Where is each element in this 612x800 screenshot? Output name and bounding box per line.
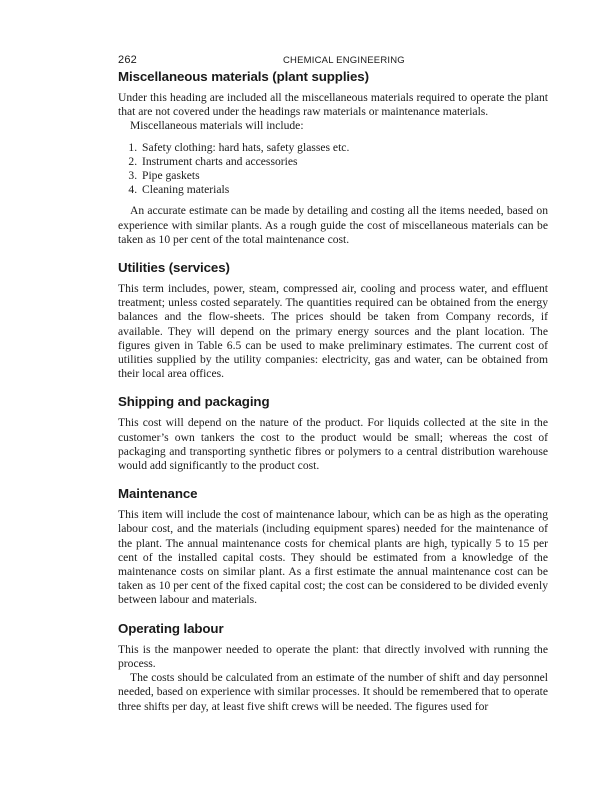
running-header — [118, 48, 548, 68]
numbered-list — [118, 141, 548, 198]
paragraph: The costs should be calculated from an estimate of the number of shift and day personnel needed, based on experience with similar processes. It should be remembered that to operate three shifts per day, at least five shift crews will be needed. The figures used for — [118, 671, 548, 713]
list-item: 2. Instrument charts and accessories — [140, 155, 548, 169]
paragraph: This term includes, power, steam, compressed air, cooling and process water, and effluent treatment; unless costed separately. The quantities required can be obtained from the energy balances and the flow-sheets. The prices should be taken from Company records, if available. They will depend on the primary energy sources and the plant location. The figures given in Table 6.5 can be used to make preliminary estimates. The current cost of utilities supplied by the utility companies: electricity, gas and water, can be obtained from their local area offices. — [118, 282, 548, 381]
paragraph: This is the manpower needed to operate the plant: that directly involved with running the process. — [118, 642, 548, 670]
section-heading: Shipping and packaging — [118, 394, 270, 410]
paragraph: Under this heading are included all the miscellaneous materials required to operate the plant that are not covered under the headings raw materials or maintenance materials. — [118, 91, 548, 119]
paragraph: Miscellaneous materials will include: — [130, 119, 304, 133]
list-item: 3. Pipe gaskets — [140, 169, 548, 183]
paragraph: This cost will depend on the nature of the product. For liquids collected at the site in the customer’s own tankers the cost to the product would be small; whereas the cost of packaging and transporting synthetic fibres or polymers to a central distribution warehouse would add significantly to the product cost. — [118, 416, 548, 473]
book-page — [118, 48, 548, 726]
paragraph: This item will include the cost of maintenance labour, which can be as high as the operating labour cost, and the materials (including equipment spares) needed for the maintenance of the plant. The annual maintenance costs for chemical plants are high, typically 5 to 15 per cent of the installed capital costs. They should be estimated from a knowledge of the maintenance costs on similar plant. As a first estimate the annual maintenance cost can be taken as 10 per cent of the fixed capital cost; the cost can be considered to be divided evenly between labour and materials. — [118, 508, 548, 607]
section-operating-labour — [118, 620, 548, 714]
list-item: 4. Cleaning materials — [140, 183, 548, 197]
section-shipping-packaging — [118, 393, 548, 473]
section-miscellaneous-materials — [118, 68, 548, 247]
section-heading: Operating labour — [118, 620, 224, 636]
section-heading: Utilities (services) — [118, 260, 230, 276]
list-item: 1. Safety clothing: hard hats, safety glasses etc. — [140, 141, 548, 155]
section-maintenance — [118, 485, 548, 607]
paragraph: An accurate estimate can be made by detailing and costing all the items needed, based on experience with similar plants. As a rough guide the cost of miscellaneous materials can be taken as 10 per cent of the total maintenance cost. — [118, 204, 548, 246]
section-heading: Maintenance — [118, 486, 198, 502]
running-title: CHEMICAL ENGINEERING — [283, 55, 405, 66]
section-utilities — [118, 259, 548, 381]
section-heading: Miscellaneous materials (plant supplies) — [118, 69, 369, 84]
page-number: 262 — [118, 54, 137, 66]
